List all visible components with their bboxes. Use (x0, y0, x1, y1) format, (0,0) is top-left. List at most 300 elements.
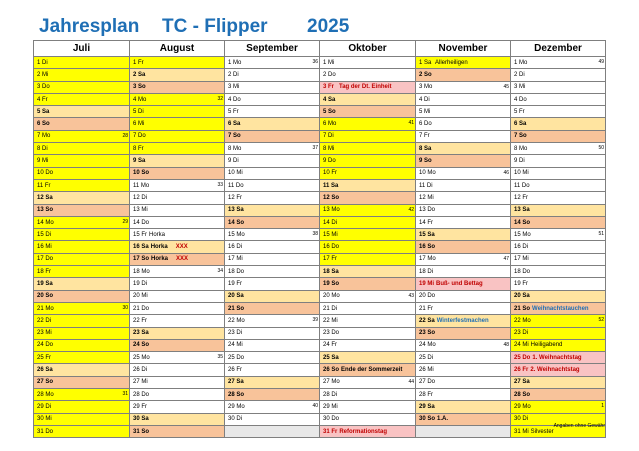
day-cell (34, 81, 130, 93)
day-label: 11 Do (514, 182, 530, 189)
week-number: 32 (217, 95, 223, 102)
month-header: September (225, 41, 320, 57)
day-cell (130, 290, 225, 302)
day-cell (320, 130, 416, 142)
day-cell (416, 327, 511, 339)
day-cell (34, 302, 130, 314)
day-label: 29 Mo (228, 403, 245, 410)
day-cell (416, 278, 511, 290)
day-content (225, 402, 319, 412)
day-content (511, 58, 605, 68)
day-cell (320, 389, 416, 401)
day-label: 26 Di (133, 367, 148, 374)
day-cell (511, 69, 606, 81)
week-number: 51 (598, 231, 604, 238)
day-label: 11 Do (228, 182, 244, 189)
day-content (320, 254, 415, 264)
day-content (130, 95, 224, 105)
day-content (320, 328, 415, 338)
day-cell (416, 364, 511, 376)
day-label: 23 Di (514, 330, 529, 337)
day-label: 19 Fr (514, 280, 529, 287)
day-cell (130, 425, 225, 437)
day-cell (130, 216, 225, 228)
calendar-table (33, 40, 606, 438)
day-cell (511, 278, 606, 290)
day-cell (511, 93, 606, 105)
day-cell (34, 315, 130, 327)
day-cell (225, 143, 320, 155)
day-content (130, 107, 224, 117)
day-content (416, 254, 510, 264)
event-note: Heiligabend (530, 342, 563, 349)
day-cell (225, 290, 320, 302)
day-label: 30 Sa (133, 416, 149, 423)
day-cell (416, 130, 511, 142)
day-label: 22 Mo (514, 317, 531, 324)
day-content (225, 427, 319, 437)
day-label: 29 Fr (133, 403, 148, 410)
day-cell (225, 118, 320, 130)
day-cell (225, 413, 320, 425)
day-label: 11 Mo (133, 182, 150, 189)
day-cell (130, 352, 225, 364)
week-number: 44 (408, 378, 414, 385)
day-content (225, 279, 319, 289)
calendar-row (34, 179, 606, 191)
day-cell (34, 69, 130, 81)
day-content (130, 353, 224, 363)
event-note: Buß- und Bettag (436, 280, 483, 287)
day-content (320, 144, 415, 154)
day-label: 29 Mo (514, 403, 531, 410)
day-cell (34, 93, 130, 105)
day-content (130, 82, 224, 92)
day-label: 2 Do (323, 71, 336, 78)
day-label: 28 Mo (37, 391, 54, 398)
day-cell (130, 93, 225, 105)
day-content (416, 390, 510, 400)
day-cell (416, 69, 511, 81)
day-cell (511, 216, 606, 228)
day-content (511, 242, 605, 252)
day-content (34, 427, 129, 437)
day-cell (225, 167, 320, 179)
day-content (320, 377, 415, 387)
day-label: 15 Mo (228, 231, 245, 238)
day-content (130, 414, 224, 424)
day-content (511, 340, 605, 350)
day-content (320, 304, 415, 314)
day-cell (34, 278, 130, 290)
calendar-row (34, 278, 606, 290)
calendar-row (34, 302, 606, 314)
calendar-row (34, 229, 606, 241)
calendar-row (34, 167, 606, 179)
day-content (130, 390, 224, 400)
day-cell (416, 204, 511, 216)
day-cell (416, 253, 511, 265)
day-label: 16 Di (514, 244, 529, 251)
day-cell (34, 364, 130, 376)
day-label: 10 Mo (419, 170, 436, 177)
day-label: 18 Mo (133, 268, 150, 275)
day-label: 12 Fr (514, 194, 529, 201)
day-label: 19 Mi (419, 280, 435, 287)
day-cell (225, 179, 320, 191)
day-cell (34, 57, 130, 69)
day-cell (130, 167, 225, 179)
day-label: 21 So (514, 305, 531, 312)
day-content (34, 107, 129, 117)
day-cell (225, 106, 320, 118)
day-cell (225, 401, 320, 413)
day-label: 8 Sa (419, 145, 432, 152)
day-label: 12 So (323, 194, 340, 201)
day-content (511, 82, 605, 92)
day-content (416, 168, 510, 178)
day-cell (34, 241, 130, 253)
calendar-row (34, 81, 606, 93)
day-content (416, 316, 510, 326)
calendar-row (34, 241, 606, 253)
day-content (511, 70, 605, 80)
day-label: 20 So (37, 293, 54, 300)
day-label: 4 Do (228, 96, 241, 103)
day-label: 12 Fr (228, 194, 243, 201)
day-label: 3 Mo (419, 84, 433, 91)
day-content (320, 291, 415, 301)
day-content (416, 340, 510, 350)
day-cell (511, 253, 606, 265)
day-label: 25 Fr (37, 354, 52, 361)
day-content (34, 267, 129, 277)
day-content (130, 156, 224, 166)
day-cell (511, 352, 606, 364)
day-label: 17 Mi (514, 256, 529, 263)
calendar-row (34, 143, 606, 155)
event-mark: XXX (176, 256, 189, 263)
day-content (416, 279, 510, 289)
calendar-row (34, 253, 606, 265)
day-content (320, 390, 415, 400)
event-note: Allerheiligen (435, 59, 468, 66)
week-number: 46 (503, 169, 509, 176)
day-content (130, 230, 224, 240)
day-cell (416, 192, 511, 204)
day-label: 22 Mo (228, 317, 245, 324)
day-content (34, 58, 129, 68)
day-cell (34, 106, 130, 118)
day-content (416, 70, 510, 80)
day-content (511, 230, 605, 240)
day-content (320, 205, 415, 215)
day-cell (225, 376, 320, 388)
day-cell (320, 290, 416, 302)
day-content (130, 267, 224, 277)
day-label: 5 Di (133, 108, 144, 115)
day-label: 17 Mo (419, 256, 436, 263)
day-label: 24 So (133, 342, 150, 349)
day-cell (130, 130, 225, 142)
day-content (511, 119, 605, 129)
day-content (416, 291, 510, 301)
day-content (130, 131, 224, 141)
day-cell (511, 389, 606, 401)
day-label: 25 Do (228, 354, 245, 361)
day-cell (320, 118, 416, 130)
day-cell (416, 179, 511, 191)
day-label: 29 Di (37, 403, 52, 410)
day-cell (34, 401, 130, 413)
day-cell (511, 364, 606, 376)
day-cell (34, 339, 130, 351)
day-content (130, 181, 224, 191)
day-content (511, 316, 605, 326)
day-content (34, 254, 129, 264)
day-content (225, 168, 319, 178)
day-cell (130, 204, 225, 216)
day-cell (34, 179, 130, 191)
day-cell (34, 266, 130, 278)
day-content (320, 131, 415, 141)
day-label: 2 So (419, 71, 432, 78)
day-label: 6 Sa (514, 121, 527, 128)
day-content (320, 242, 415, 252)
day-label: 7 So (228, 133, 241, 140)
day-cell (34, 204, 130, 216)
day-cell (225, 229, 320, 241)
day-label: 10 So (133, 170, 150, 177)
day-content (511, 353, 605, 363)
day-content (225, 365, 319, 375)
day-content (34, 193, 129, 203)
day-cell (130, 155, 225, 167)
day-label: 19 Di (133, 280, 148, 287)
day-label: 12 Di (133, 194, 148, 201)
event-mark: XXX (175, 244, 188, 251)
day-content (130, 402, 224, 412)
day-cell (511, 179, 606, 191)
day-cell (320, 192, 416, 204)
day-cell (320, 425, 416, 437)
calendar-row (34, 352, 606, 364)
day-label: 28 Di (323, 391, 338, 398)
day-content (320, 230, 415, 240)
day-content (34, 95, 129, 105)
week-number: 39 (312, 317, 318, 324)
day-cell (130, 106, 225, 118)
day-cell (225, 81, 320, 93)
day-content (225, 267, 319, 277)
day-cell (416, 106, 511, 118)
day-content (225, 304, 319, 314)
day-cell (320, 266, 416, 278)
day-content (225, 254, 319, 264)
day-content (511, 95, 605, 105)
day-content (225, 58, 319, 68)
day-label: 1 Mo (514, 59, 528, 66)
day-label: 14 So (228, 219, 245, 226)
day-label: 31 So (133, 428, 150, 435)
day-content (320, 168, 415, 178)
day-cell (511, 118, 606, 130)
day-content (320, 267, 415, 277)
title-word: Jahresplan (39, 16, 140, 37)
day-content (34, 402, 129, 412)
day-label: 5 Fr (514, 108, 525, 115)
day-cell (225, 130, 320, 142)
day-label: 16 Sa (133, 244, 149, 251)
day-content (130, 58, 224, 68)
day-label: 31 Do (37, 428, 54, 435)
day-cell (416, 376, 511, 388)
month-header: Juli (34, 41, 130, 57)
day-content (511, 328, 605, 338)
day-content (34, 181, 129, 191)
calendar-row (34, 155, 606, 167)
day-label: 29 Sa (419, 403, 435, 410)
day-content (511, 168, 605, 178)
day-label: 13 So (37, 207, 54, 214)
day-label: 30 Di (228, 416, 243, 423)
event-note: Winterfestmachen (436, 317, 489, 324)
day-label: 31 Mi (514, 428, 529, 435)
day-content (225, 414, 319, 424)
day-content (34, 316, 129, 326)
day-cell (225, 364, 320, 376)
day-label: 9 Do (323, 158, 336, 165)
calendar-row (34, 106, 606, 118)
day-content (416, 427, 510, 437)
day-content (320, 279, 415, 289)
day-label: 9 Mi (37, 158, 49, 165)
day-content (416, 230, 510, 240)
day-cell (416, 266, 511, 278)
event-note: Silvester (530, 428, 554, 435)
day-content (34, 144, 129, 154)
day-label: 23 Sa (133, 330, 149, 337)
day-cell (130, 143, 225, 155)
day-cell (225, 204, 320, 216)
day-content (511, 218, 605, 228)
day-label: 18 Do (514, 268, 531, 275)
day-content (511, 144, 605, 154)
day-content (225, 205, 319, 215)
calendar-row (34, 192, 606, 204)
day-cell (34, 192, 130, 204)
calendar-row (34, 401, 606, 413)
day-content (34, 82, 129, 92)
day-cell (511, 57, 606, 69)
day-cell (34, 229, 130, 241)
day-label: 14 So (514, 219, 531, 226)
calendar-body (34, 57, 606, 438)
day-label: 11 Fr (37, 182, 51, 189)
day-cell (511, 290, 606, 302)
day-content (225, 291, 319, 301)
day-cell (511, 339, 606, 351)
day-cell (320, 253, 416, 265)
day-cell (416, 216, 511, 228)
day-content (225, 70, 319, 80)
day-cell (130, 278, 225, 290)
event-note: 1. Weihnachtstag (532, 354, 582, 361)
day-content (130, 193, 224, 203)
day-label: 6 Mi (133, 121, 145, 128)
day-content (511, 390, 605, 400)
day-cell (416, 118, 511, 130)
day-label: 21 Di (323, 305, 338, 312)
day-cell (320, 143, 416, 155)
day-label: 8 Mi (323, 145, 335, 152)
day-label: 14 Mo (37, 219, 54, 226)
day-content (320, 119, 415, 129)
day-label: 6 Do (419, 121, 432, 128)
day-cell (225, 93, 320, 105)
calendar-row (34, 69, 606, 81)
day-cell (130, 413, 225, 425)
day-label: 14 Do (133, 219, 150, 226)
disclaimer: Angaben ohne Gewähr (553, 423, 605, 429)
day-content (416, 156, 510, 166)
day-content (225, 144, 319, 154)
day-cell (130, 81, 225, 93)
day-label: 5 Mi (419, 108, 431, 115)
day-cell (225, 155, 320, 167)
day-content (225, 316, 319, 326)
day-label: 27 Do (419, 379, 436, 386)
day-label: 6 Sa (228, 121, 241, 128)
day-content (34, 390, 129, 400)
day-cell (130, 229, 225, 241)
day-cell (416, 167, 511, 179)
day-label: 22 Sa (419, 317, 435, 324)
day-content (511, 181, 605, 191)
week-number: 35 (217, 354, 223, 361)
day-label: 26 So (323, 367, 340, 374)
day-label: 30 Mi (37, 416, 52, 423)
day-cell (511, 327, 606, 339)
day-content (416, 402, 510, 412)
day-label: 21 Fr (419, 305, 434, 312)
day-cell (511, 266, 606, 278)
day-content (320, 316, 415, 326)
day-label: 30 So (419, 416, 436, 423)
title-year: 2025 (307, 16, 350, 37)
day-label: 16 Di (228, 244, 243, 251)
day-cell (225, 352, 320, 364)
day-content (225, 328, 319, 338)
day-cell (34, 143, 130, 155)
day-cell (34, 376, 130, 388)
calendar-row (34, 204, 606, 216)
day-cell (416, 315, 511, 327)
day-content (130, 365, 224, 375)
day-cell (130, 266, 225, 278)
month-header: November (416, 41, 511, 57)
day-content (225, 242, 319, 252)
month-header-row (34, 41, 606, 57)
day-content (225, 340, 319, 350)
day-label: 5 Fr (228, 108, 239, 115)
day-label: 25 Do (514, 354, 531, 361)
day-cell (225, 266, 320, 278)
day-content (34, 168, 129, 178)
day-content (320, 402, 415, 412)
day-content (130, 328, 224, 338)
day-cell (130, 401, 225, 413)
